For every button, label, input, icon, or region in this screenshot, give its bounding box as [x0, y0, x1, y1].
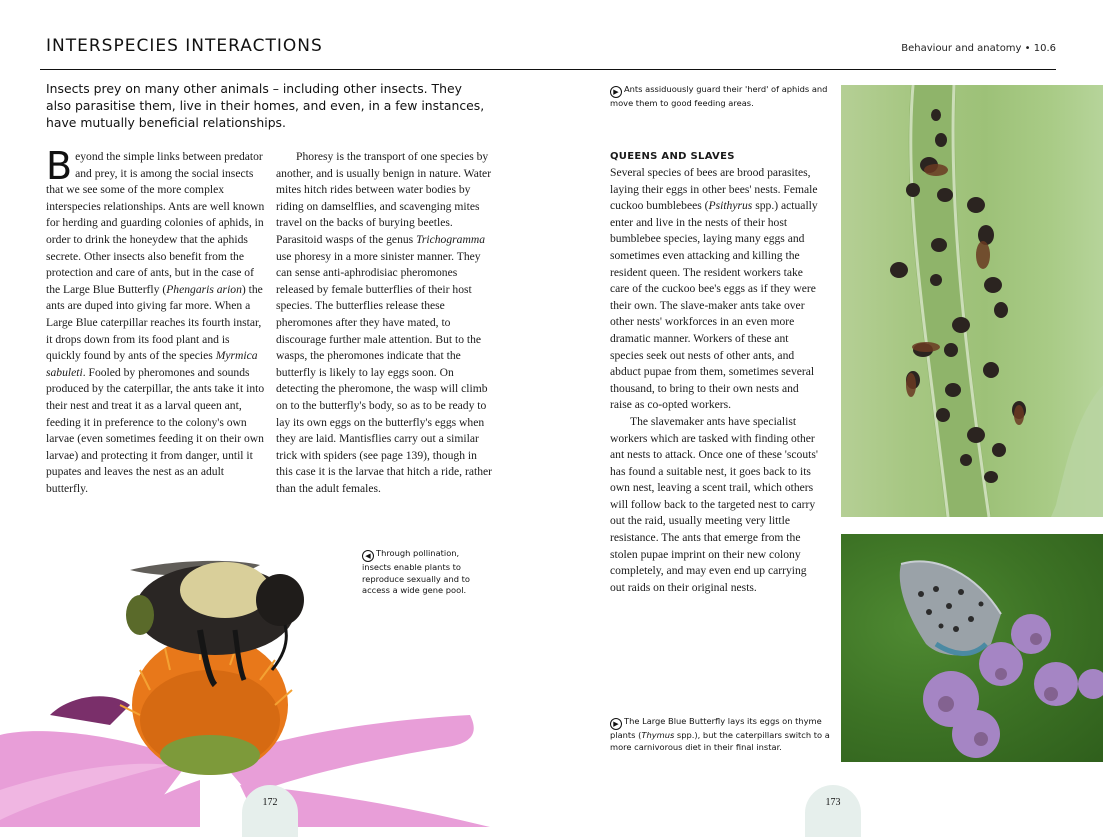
- text-run: Several species of bees are brood parasites, laying their eggs in other bees' nests. Female cuckoo bumblebees (: [610, 166, 818, 213]
- arrow-right-icon: ▶: [610, 86, 622, 98]
- large-blue-butterfly-photo: [841, 534, 1103, 762]
- species-name: Thymus: [641, 730, 675, 740]
- arrow-left-icon: ◀: [362, 550, 374, 562]
- caption-ants: [610, 84, 830, 110]
- column-1-paragraph: [46, 144, 265, 497]
- species-name: Trichogramma: [416, 232, 486, 246]
- page-number-left: 172: [242, 785, 298, 837]
- arrow-right-icon: ▶: [610, 718, 622, 730]
- page-title: INTERSPECIES INTERACTIONS: [46, 36, 323, 56]
- caption-text: Ants assiduously guard their 'herd' of aphids and move them to good feeding areas.: [610, 84, 828, 108]
- column-3-paragraph-1: [610, 165, 822, 414]
- section-subheading: QUEENS AND SLAVES: [610, 151, 735, 162]
- column-3-paragraph-2: The slavemaker ants have specialist workers which are tasked with finding other ant nests to attack. Once one of these 'scouts' has found a suitable nest, it goes back to its own nest, leaving a scent trail, which others will follow back to the targeted nest to carry out the raid, usually meeting very little resistance. The ants that emerge from the stolen pupae imprint on their new colony completely, and may even end up carrying out raids on their original nests.: [610, 414, 818, 594]
- column-3: [610, 150, 822, 596]
- text-run: ) the ants are duped into giving far more. When a Large Blue caterpillar reaches its fourth instar, it drops down from its food plant and is quickly found by ants of the species: [46, 282, 263, 363]
- bee-coneflower-illustration: [0, 520, 505, 827]
- caption-text: The Large Blue Butterfly lays its eggs on thyme plants (: [610, 716, 822, 740]
- butterfly-illustration: [841, 534, 1103, 762]
- text-run: spp.) actually enter and live in the nests of their host bumblebee species, laying many eggs and sometimes even attacking and killing the resident queen. The resident workers take care of the cuckoo bee's eggs as if they were their own. The slave-maker ants take over other nests' workforces in an even more dramatic manner. Workers of these ant species seek out nests of other ants, and abduct pupae from them, sometimes several thousand, to bring to their own nests and raise as co-opted workers.: [610, 199, 818, 412]
- ants-aphids-illustration: [841, 85, 1103, 517]
- ants-aphids-photo: [841, 85, 1103, 517]
- species-name: Myrmica sabuleti: [46, 349, 258, 379]
- caption-butterfly: [610, 716, 840, 753]
- column-2: [276, 149, 496, 497]
- running-head: Behaviour and anatomy • 10.6: [901, 43, 1056, 54]
- column-1: [46, 144, 265, 497]
- column-2-paragraph: [276, 149, 496, 497]
- intro-paragraph: Insects prey on many other animals – including other insects. They also parasitise them, live in their homes, and even, in a few instances, have mutually beneficial relationships.: [46, 81, 485, 130]
- bee-coneflower-photo: [0, 520, 505, 827]
- species-name: Phengaris arion: [166, 282, 242, 296]
- text-run: eyond the simple links between predator and prey, it is among the social insects that we see some of the more complex interspecies relationships. Ants are well known for herding and guarding colonies of aphids, in order to drink the honeydew that the aphids secrete. Other insects also benefit from the protection and care of ants, but in the case of the Large Blue Butterfly (: [46, 150, 265, 296]
- text-run: . Fooled by pheromones and sounds produced by the caterpillar, the ants take it into their nest and treat it as a larval queen ant, feeding it in preference to the colony's own larvae (even sometimes feeding it on their own larvae) and protecting it from danger, until it pupates and leaves the nest as an adult butterfly.: [46, 365, 265, 495]
- caption-text: spp.), but the caterpillars switch to a more carnivorous diet in their final instar.: [610, 730, 830, 752]
- species-name: Psithyrus: [708, 199, 753, 213]
- page-number-right: 173: [805, 785, 861, 837]
- drop-cap: B: [46, 144, 73, 188]
- header-rule: [40, 69, 1056, 70]
- text-run: use phoresy in a more sinister manner. They can sense anti-aphrodisiac pheromones released by female butterflies of their host species. The butterflies release these pheromones after they have mated, to discourage further male attention. But to the wasps, the pheromones indicate that the butterfly is likely to lay eggs soon. On detecting the pheromone, the wasp will climb on to the butterfly's body, so as to be ready to lay its own eggs on the butterfly's eggs when they are laid. Mantisflies carry out a similar trick with spiders (see page 139), though in this case it is the larvae that hitch a ride, rather than the adult females.: [276, 249, 493, 495]
- caption-text: Through pollination, insects enable plants to reproduce sexually and to access a wide gene pool.: [362, 548, 471, 596]
- text-run: Phoresy is the transport of one species by another, and is usually benign in nature. Water mites hitch rides between water bodies by riding on damselflies, and scavenging mites travel on the backs of burying beetles. Parasitoid wasps of the genus: [276, 150, 492, 246]
